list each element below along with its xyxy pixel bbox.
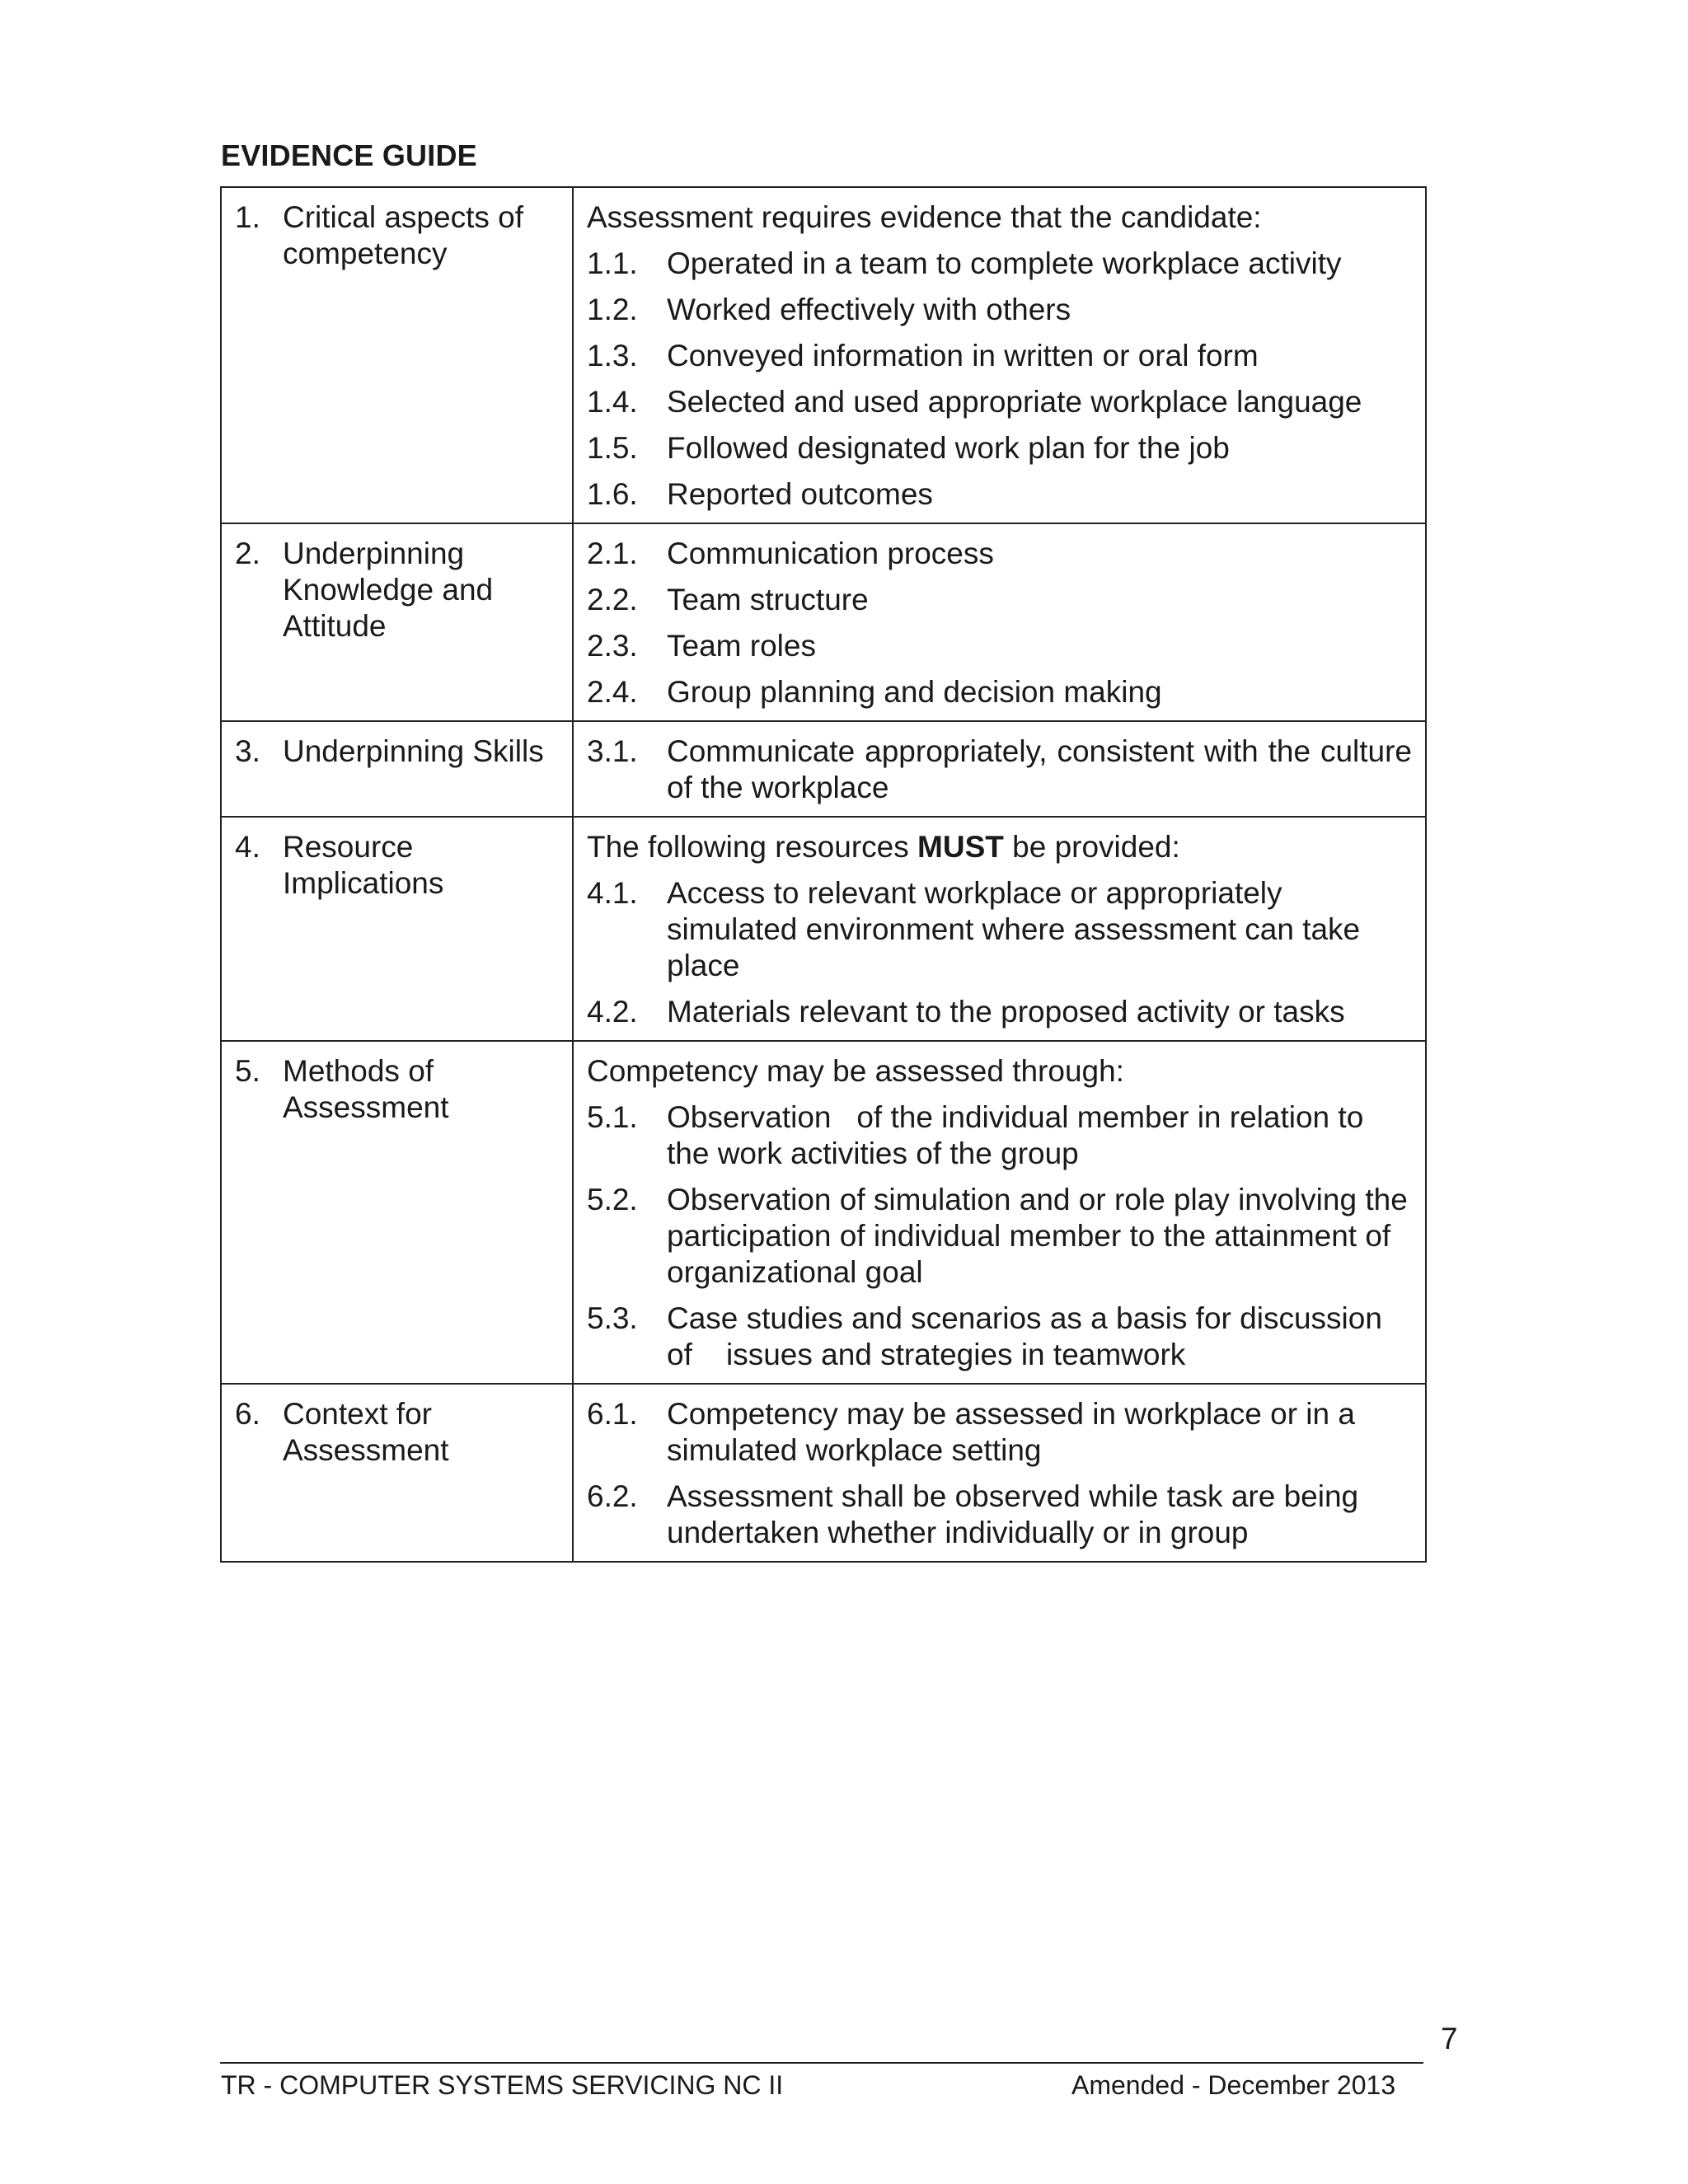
item-text: Team roles bbox=[667, 629, 816, 663]
item-text: Reported outcomes bbox=[667, 477, 933, 511]
table-row bbox=[221, 1041, 1426, 1384]
list-item bbox=[587, 582, 1412, 618]
item-number: 5.1. bbox=[587, 1100, 638, 1134]
row-number: 4. bbox=[235, 830, 260, 864]
row-label: Resource Implications bbox=[283, 830, 444, 900]
item-number: 1.4. bbox=[587, 385, 638, 419]
item-number: 1.6. bbox=[587, 477, 638, 511]
row-intro bbox=[587, 829, 1412, 865]
footer-revision-date: Amended - December 2013 bbox=[1071, 2070, 1396, 2100]
item-number: 1.3. bbox=[587, 339, 638, 373]
footer-divider bbox=[220, 2062, 1423, 2064]
row-number: 6. bbox=[235, 1397, 260, 1431]
row-label-cell bbox=[221, 721, 573, 817]
item-text: Communication process bbox=[667, 537, 994, 570]
row-number: 1. bbox=[235, 200, 260, 234]
list-item bbox=[587, 674, 1412, 710]
row-label-cell bbox=[221, 187, 573, 523]
row-content-cell bbox=[573, 721, 1426, 817]
row-content-cell bbox=[573, 1384, 1426, 1562]
item-text: Observation of the individual member in relation to the work activities of the group bbox=[667, 1100, 1372, 1170]
row-number: 2. bbox=[235, 537, 260, 570]
item-text: Observation of simulation and or role play involving the participation of individual member to the attainment of organizational goal bbox=[667, 1183, 1408, 1289]
list-item bbox=[587, 628, 1412, 664]
table-row bbox=[221, 187, 1426, 523]
list-item bbox=[587, 338, 1412, 374]
list-item bbox=[587, 476, 1412, 513]
intro-text: The following resources bbox=[587, 830, 918, 864]
table-row bbox=[221, 817, 1426, 1041]
intro-emphasis: MUST bbox=[917, 830, 1004, 864]
row-number: 3. bbox=[235, 734, 260, 768]
page-number: 7 bbox=[1441, 2022, 1458, 2055]
table-row bbox=[221, 1384, 1426, 1562]
item-text: Communicate appropriately, consistent with the culture of the workplace bbox=[667, 734, 1412, 804]
row-content-cell bbox=[573, 187, 1426, 523]
list-item bbox=[587, 1099, 1412, 1172]
item-text: Materials relevant to the proposed activity or tasks bbox=[667, 995, 1345, 1029]
item-text: Operated in a team to complete workplace activity bbox=[667, 246, 1342, 280]
row-label: Underpinning Knowledge and Attitude bbox=[283, 537, 494, 643]
item-text: Competency may be assessed in workplace or in a simulated workplace setting bbox=[667, 1397, 1355, 1467]
list-item bbox=[587, 292, 1412, 328]
item-number: 2.4. bbox=[587, 675, 638, 709]
item-text: Group planning and decision making bbox=[667, 675, 1162, 709]
row-label-cell bbox=[221, 1384, 573, 1562]
list-item bbox=[587, 1182, 1412, 1291]
item-text: Conveyed information in written or oral form bbox=[667, 339, 1259, 373]
item-number: 1.2. bbox=[587, 293, 638, 326]
item-text: Team structure bbox=[667, 583, 869, 616]
row-intro: Competency may be assessed through: bbox=[587, 1054, 1124, 1088]
intro-text: be provided: bbox=[1003, 830, 1180, 864]
list-item bbox=[587, 384, 1412, 420]
row-label: Methods of Assessment bbox=[283, 1054, 449, 1124]
item-number: 2.2. bbox=[587, 583, 638, 616]
list-item bbox=[587, 1396, 1412, 1469]
item-number: 4.2. bbox=[587, 995, 638, 1029]
row-content-cell bbox=[573, 523, 1426, 721]
row-intro: Assessment requires evidence that the candidate: bbox=[587, 200, 1262, 234]
evidence-guide-table bbox=[220, 186, 1427, 1563]
item-number: 6.2. bbox=[587, 1479, 638, 1513]
item-text: Worked effectively with others bbox=[667, 293, 1071, 326]
footer-document-title: TR - COMPUTER SYSTEMS SERVICING NC II bbox=[221, 2070, 784, 2100]
item-number: 3.1. bbox=[587, 734, 638, 768]
item-text: Selected and used appropriate workplace language bbox=[667, 385, 1362, 419]
item-number: 2.1. bbox=[587, 537, 638, 570]
item-text: Access to relevant workplace or appropriately simulated environment where assessment can take place bbox=[667, 876, 1361, 982]
row-number: 5. bbox=[235, 1054, 260, 1088]
item-number: 5.2. bbox=[587, 1183, 638, 1216]
page-title: EVIDENCE GUIDE bbox=[221, 138, 477, 172]
row-content-cell bbox=[573, 1041, 1426, 1384]
row-label: Underpinning Skills bbox=[283, 734, 544, 768]
list-item bbox=[587, 246, 1412, 282]
row-label-cell bbox=[221, 817, 573, 1041]
item-number: 1.5. bbox=[587, 431, 638, 465]
table-row bbox=[221, 721, 1426, 817]
list-item bbox=[587, 430, 1412, 466]
row-label: Context for Assessment bbox=[283, 1397, 449, 1467]
item-text: Assessment shall be observed while task are being undertaken whether individually or in group bbox=[667, 1479, 1359, 1549]
list-item bbox=[587, 733, 1412, 806]
list-item bbox=[587, 536, 1412, 572]
item-number: 6.1. bbox=[587, 1397, 638, 1431]
row-label-cell bbox=[221, 1041, 573, 1384]
list-item bbox=[587, 875, 1412, 984]
list-item bbox=[587, 994, 1412, 1030]
list-item bbox=[587, 1479, 1412, 1551]
table-row bbox=[221, 523, 1426, 721]
item-number: 4.1. bbox=[587, 876, 638, 910]
item-number: 1.1. bbox=[587, 246, 638, 280]
item-number: 5.3. bbox=[587, 1301, 638, 1335]
row-label: Critical aspects of competency bbox=[283, 200, 523, 270]
item-number: 2.3. bbox=[587, 629, 638, 663]
row-content-cell bbox=[573, 817, 1426, 1041]
item-text: Followed designated work plan for the job bbox=[667, 431, 1230, 465]
item-text: Case studies and scenarios as a basis for discussion of issues and strategies in teamwork bbox=[667, 1301, 1391, 1371]
list-item bbox=[587, 1301, 1412, 1373]
row-label-cell bbox=[221, 523, 573, 721]
